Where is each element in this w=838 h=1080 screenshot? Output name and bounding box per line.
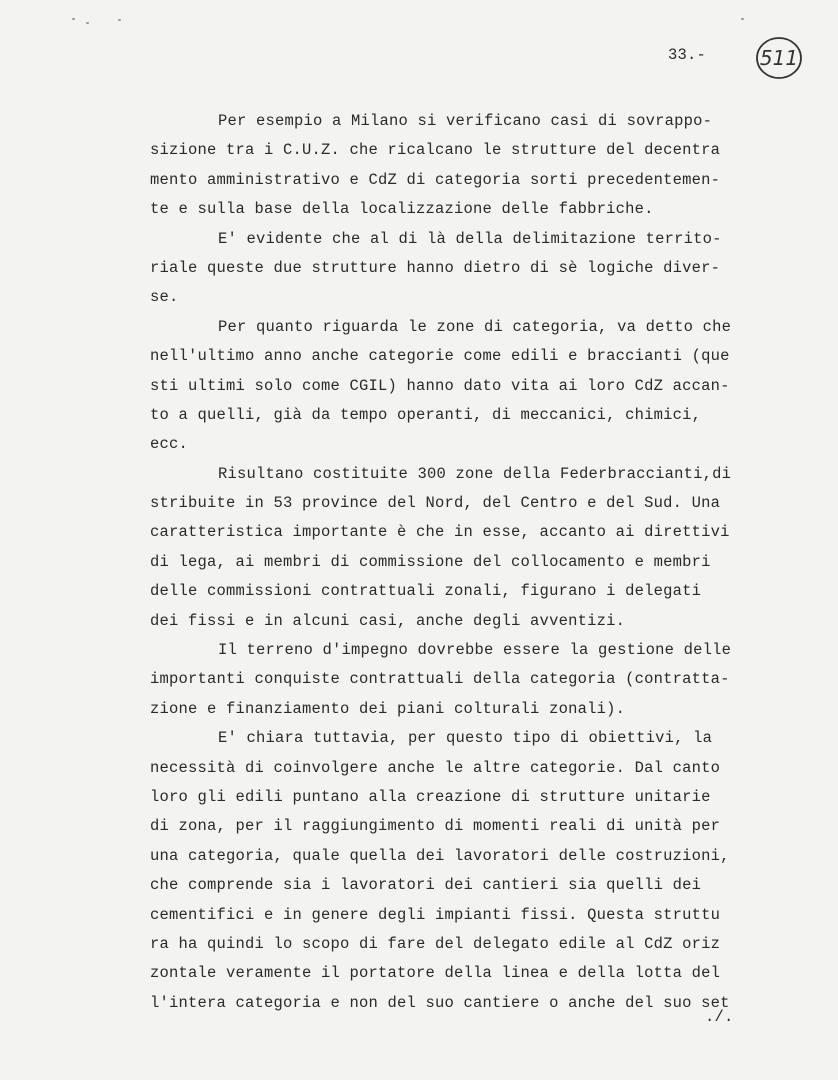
text-line: mento amministrativo e CdZ di categoria sorti precedentemen- bbox=[150, 170, 721, 189]
text-line: di zona, per il raggiungimento di momenti reali di unità per bbox=[150, 817, 721, 836]
stamp-number: 511 bbox=[759, 46, 799, 70]
text-line: dei fissi e in alcuni casi, anche degli avventizi. bbox=[150, 611, 626, 630]
text-line: di lega, ai membri di commissione del collocamento e membri bbox=[150, 552, 711, 571]
text-line: to a quelli, già da tempo operanti, di meccanici, chimici, bbox=[150, 405, 702, 424]
text-line: ecc. bbox=[150, 435, 189, 454]
text-line: sizione tra i C.U.Z. che ricalcano le strutture del decentra bbox=[150, 141, 721, 160]
text-line: l'intera categoria e non del suo cantiere o anche del suo set bbox=[150, 993, 730, 1012]
text-line: se. bbox=[150, 288, 179, 307]
text-line: stribuite in 53 province del Nord, del Centro e del Sud. Una bbox=[150, 494, 721, 513]
text-line: te e sulla base della localizzazione delle fabbriche. bbox=[150, 200, 654, 219]
text-line: zontale veramente il portatore della linea e della lotta del bbox=[150, 964, 721, 983]
text-line: delle commissioni contrattuali zonali, figurano i delegati bbox=[150, 582, 702, 601]
text-line: Per quanto riguarda le zone di categoria, va detto che bbox=[218, 317, 732, 336]
text-line: E' chiara tuttavia, per questo tipo di obiettivi, la bbox=[218, 729, 713, 748]
scan-speck bbox=[72, 18, 75, 20]
continuation-mark: ./. bbox=[705, 1008, 734, 1026]
text-line: Risultano costituite 300 zone della Federbraccianti,di bbox=[218, 464, 732, 483]
text-line: sti ultimi solo come CGIL) hanno dato vita ai loro CdZ accan- bbox=[150, 376, 730, 395]
text-line: riale queste due strutture hanno dietro di sè logiche diver- bbox=[150, 258, 721, 277]
text-line: una categoria, quale quella dei lavoratori delle costruzioni, bbox=[150, 846, 730, 865]
text-line: importanti conquiste contrattuali della categoria (contratta- bbox=[150, 670, 730, 689]
text-line: che comprende sia i lavoratori dei cantieri sia quelli dei bbox=[150, 876, 702, 895]
scan-speck bbox=[741, 18, 744, 20]
scan-speck bbox=[86, 22, 89, 24]
archive-stamp bbox=[754, 34, 804, 82]
body-text bbox=[150, 107, 790, 1018]
text-line: E' evidente che al di là della delimitazione territo- bbox=[218, 229, 722, 248]
text-line: loro gli edili puntano alla creazione di strutture unitarie bbox=[150, 787, 711, 806]
text-line: zione e finanziamento dei piani colturali zonali). bbox=[150, 699, 626, 718]
scan-speck bbox=[118, 19, 121, 21]
page-number: 33.- bbox=[668, 46, 707, 64]
text-line: necessità di coinvolgere anche le altre categorie. Dal canto bbox=[150, 758, 721, 777]
text-line: cementifici e in genere degli impianti fissi. Questa struttu bbox=[150, 905, 721, 924]
text-line: nell'ultimo anno anche categorie come edili e braccianti (que bbox=[150, 347, 730, 366]
text-line: Per esempio a Milano si verificano casi di sovrappo- bbox=[218, 112, 713, 130]
text-line: ra ha quindi lo scopo di fare del delegato edile al CdZ oriz bbox=[150, 934, 721, 953]
text-line: Il terreno d'impegno dovrebbe essere la gestione delle bbox=[218, 641, 732, 660]
text-line: caratteristica importante è che in esse, accanto ai direttivi bbox=[150, 523, 730, 542]
